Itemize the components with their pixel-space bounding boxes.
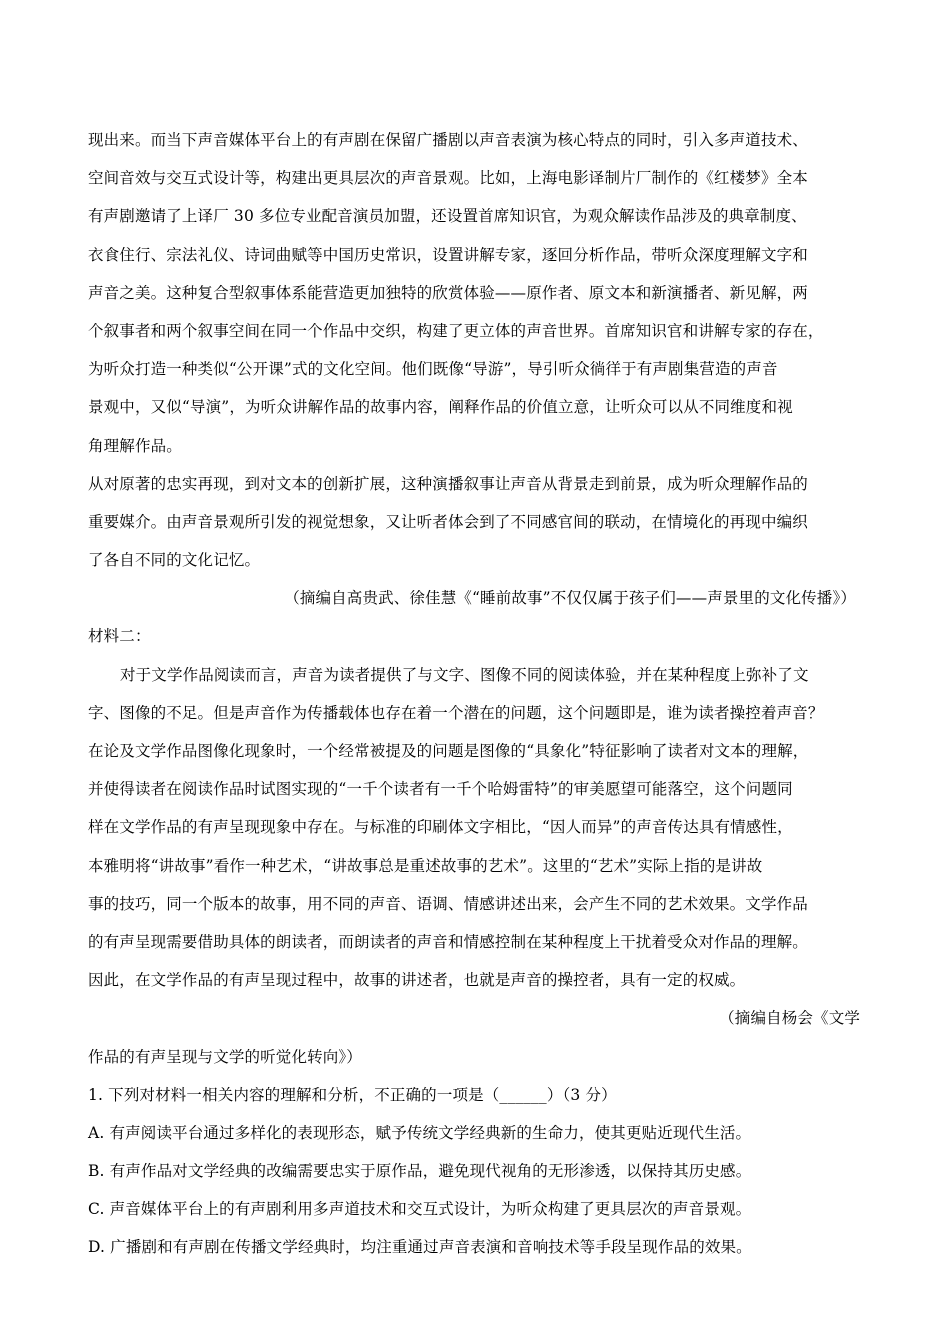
text-line: 的有声呈现需要借助具体的朗读者，而朗读者的声音和情感控制在某种程度上干扰着受众对作品的理解。 <box>88 932 808 951</box>
text-line: 有声剧邀请了上译厂 30 多位专业配音演员加盟，还设置首席知识官，为观众解读作品涉及的典章制度、 <box>88 207 807 226</box>
text-line: 现出来。而当下声音媒体平台上的有声剧在保留广播剧以声音表演为核心特点的同时，引入多声道技术、 <box>88 131 808 149</box>
material-one-paragraph-a <box>88 121 860 465</box>
text-line: 个叙事者和两个叙事空间在同一个作品中交织，构建了更立体的声音世界。首席知识官和讲解专家的存在， <box>88 321 824 340</box>
option-b: B. 有声作品对文学经典的改编需要忠实于原作品，避免现代视角的无形渗透，以保持其历史感。 <box>88 1162 752 1181</box>
question-1-stem-text: 1. 下列对材料一相关内容的理解和分析，不正确的一项是（ <box>88 1085 500 1104</box>
material-one-source: （摘编自高贵武、徐佳慧《“睡前故事”不仅仅属于孩子们——声景里的文化传播》） <box>284 589 856 608</box>
material-two-source-line2: 作品的有声呈现与文学的听觉化转向》） <box>88 1047 362 1066</box>
text-line: 因此，在文学作品的有声呈现过程中，故事的讲述者，也就是声音的操控者，具有一定的权威。 <box>88 971 746 990</box>
option-d: D. 广播剧和有声剧在传播文学经典时，均注重通过声音表演和音响技术等手段呈现作品的效果。 <box>88 1238 752 1257</box>
question-1-score: ）（3 分） <box>546 1085 617 1104</box>
question-1-stem <box>88 1076 860 1114</box>
question-1-options <box>88 1114 860 1267</box>
text-line: 了各自不同的文化记忆。 <box>88 551 261 570</box>
answer-blank[interactable]: ______ <box>499 1085 547 1104</box>
option-c: C. 声音媒体平台上的有声剧利用多声道技术和交互式设计，为听众构建了更具层次的声音景观。 <box>88 1200 752 1219</box>
text-line: 角理解作品。 <box>88 436 182 455</box>
text-line: 空间音效与交互式设计等，构建出更具层次的声音景观。比如，上海电影译制片厂制作的《红楼梦》全本 <box>88 169 808 188</box>
material-two-source-line1: （摘编自杨会《文学 <box>719 1009 860 1028</box>
document-page <box>88 121 860 1267</box>
text-line: 样在文学作品的有声呈现现象中存在。与标准的印刷体文字相比，“因人而异”的声音传达具有情感性， <box>88 818 793 837</box>
material-two-heading: 材料二： <box>88 627 151 646</box>
material-one-paragraph-b <box>88 465 860 580</box>
option-a: A. 有声阅读平台通过多样化的表现形态，赋予传统文学经典新的生命力，使其更贴近现代生活。 <box>88 1123 752 1142</box>
text-line: 重要媒介。由声音景观所引发的视觉想象，又让听者体会到了不同感官间的联动，在情境化的再现中编织 <box>88 512 808 531</box>
material-two-paragraph <box>88 656 860 1000</box>
text-line: 事的技巧，同一个版本的故事，用不同的声音、语调、情感讲述出来，会产生不同的艺术效果。文学作品 <box>88 894 808 913</box>
text-line: 从对原著的忠实再现，到对文本的创新扩展，这种演播叙事让声音从背景走到前景，成为听众理解作品的 <box>88 474 808 493</box>
text-line: 本雅明将“讲故事”看作一种艺术，“讲故事总是重述故事的艺术”。这里的“艺术”实际上指的是讲故 <box>88 856 763 875</box>
text-line: 对于文学作品阅读而言，声音为读者提供了与文字、图像不同的阅读体验，并在某种程度上弥补了文 <box>120 665 809 684</box>
text-line: 衣食住行、宗法礼仪、诗词曲赋等中国历史常识，设置讲解专家，逐回分析作品，带听众深度理解文字和 <box>88 245 808 264</box>
text-line: 字、图像的不足。但是声音作为传播载体也存在着一个潜在的问题，这个问题即是，谁为读者操控着声音？ <box>88 703 824 722</box>
text-line: 在论及文学作品图像化现象时，一个经常被提及的问题是图像的“具象化”特征影响了读者对文本的理解， <box>88 742 809 760</box>
text-line: 声音之美。这种复合型叙事体系能营造更加独特的欣赏体验——原作者、原文本和新演播者、新见解，两 <box>88 283 808 302</box>
text-line: 为听众打造一种类似“公开课”式的文化空间。他们既像“导游”，导引听众徜徉于有声剧集营造的声音 <box>88 360 778 379</box>
text-line: 景观中，又似“导演”，为听众讲解作品的故事内容，阐释作品的价值立意，让听众可以从不同维度和视 <box>88 398 793 417</box>
text-line: 并使得读者在阅读作品时试图实现的“一千个读者有一千个哈姆雷特”的审美愿望可能落空，这个问题同 <box>88 780 793 799</box>
